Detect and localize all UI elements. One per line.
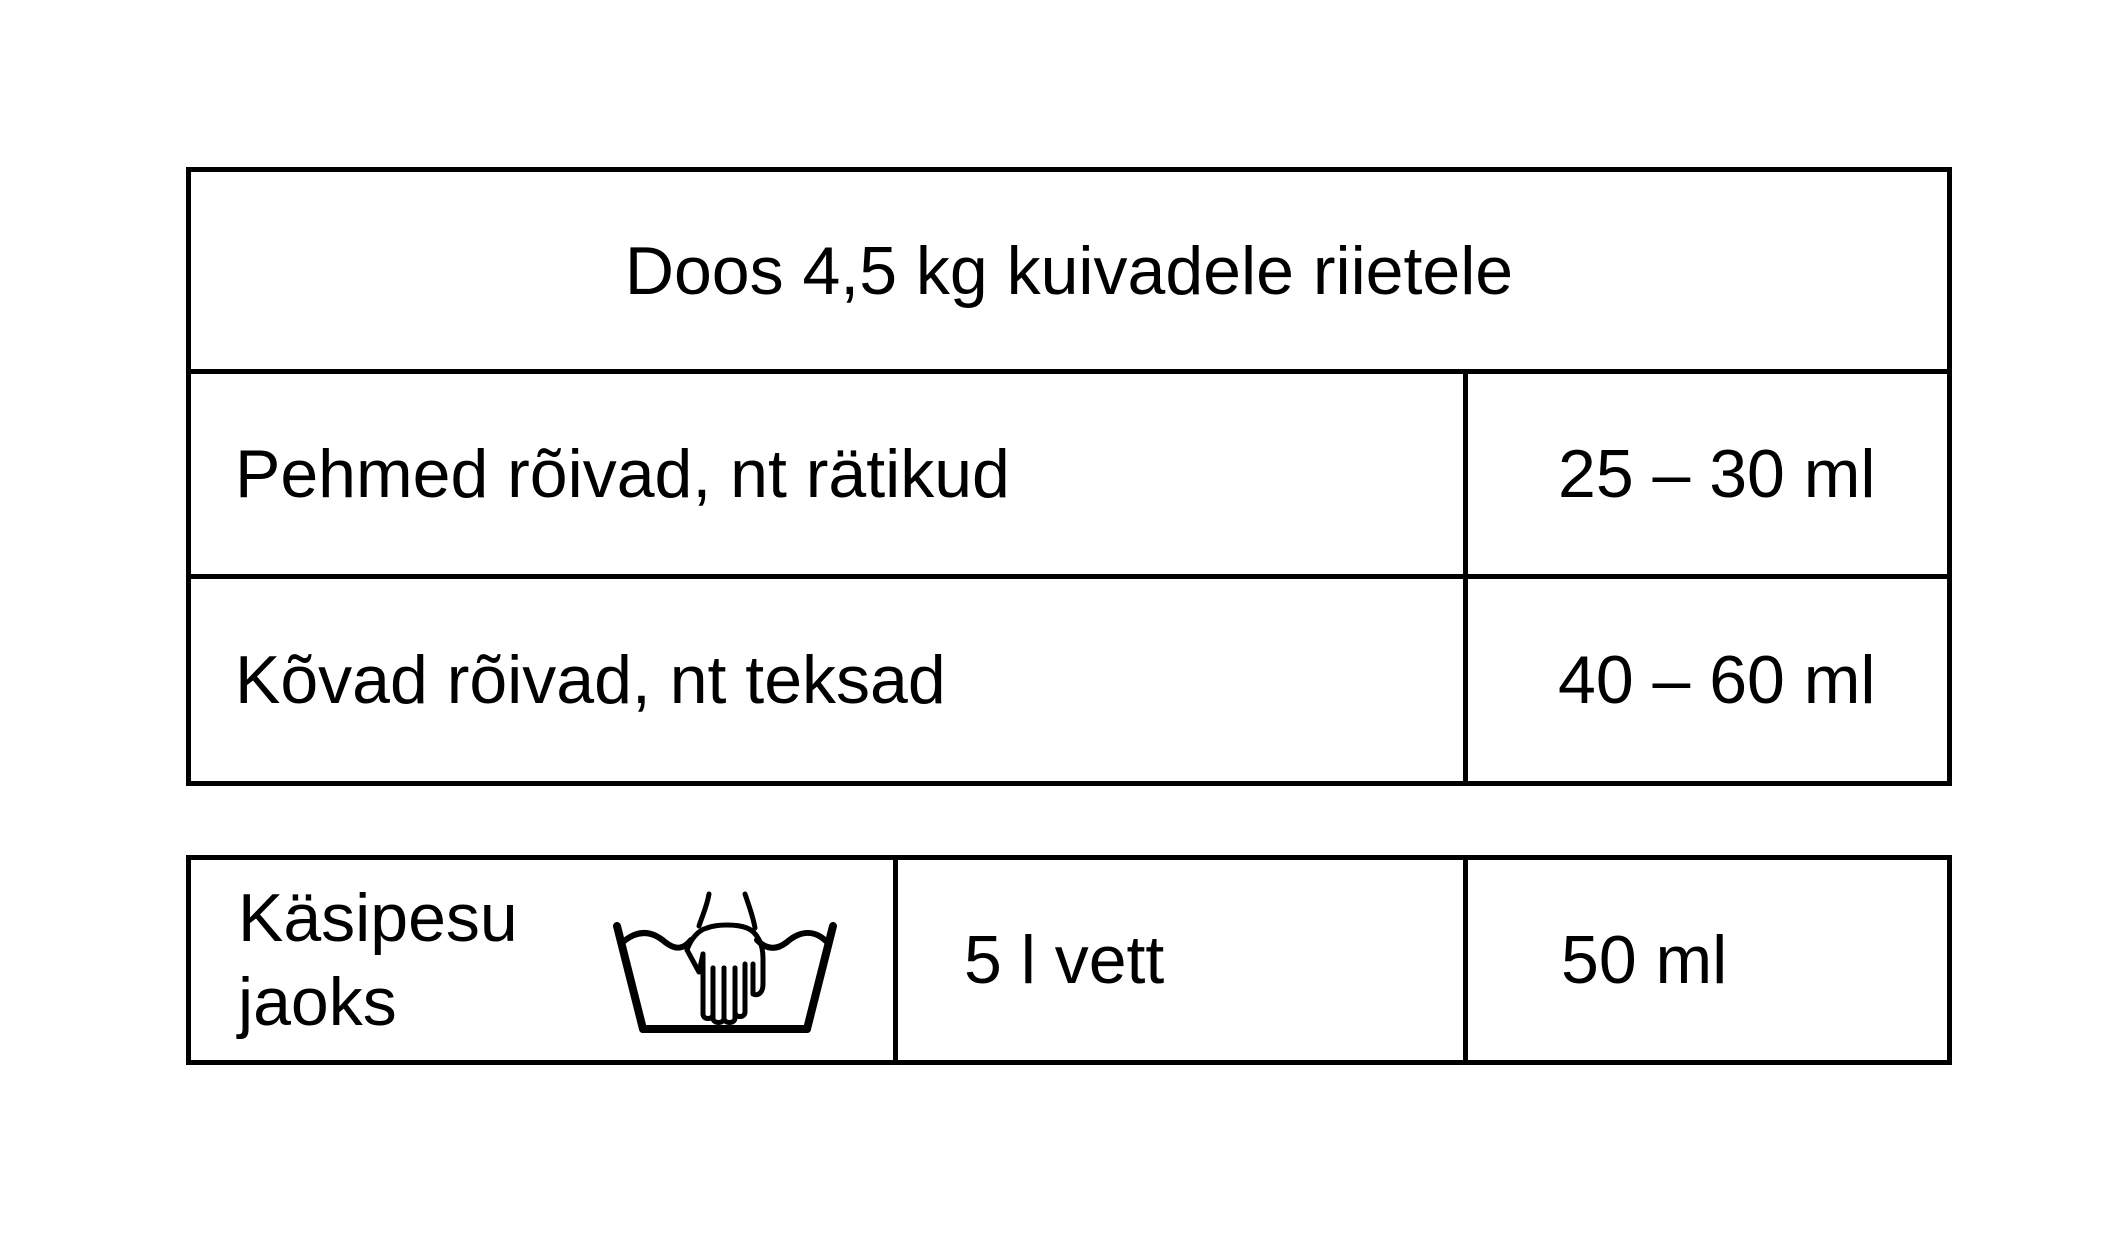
row-hard-label: Kõvad rõivad, nt teksad — [235, 642, 946, 718]
row-hard-amount-cell — [1463, 574, 1952, 786]
handwash-label-line2: jaoks — [238, 964, 397, 1040]
row-hard-amount: 40 – 60 ml — [1558, 642, 1876, 718]
handwash-amount-cell — [1463, 855, 1952, 1065]
dosage-header — [186, 167, 1952, 374]
handwash-water-cell — [893, 855, 1468, 1065]
row-soft-amount-cell — [1463, 369, 1952, 579]
row-soft-amount: 25 – 30 ml — [1558, 436, 1876, 512]
handwash-label — [238, 876, 518, 1044]
handwash-water: 5 l vett — [964, 922, 1165, 998]
hand-wash-icon — [607, 884, 847, 1044]
row-soft-label-cell — [186, 369, 1468, 579]
handwash-label-line1: Käsipesu — [238, 880, 518, 956]
handwash-label-cell — [186, 855, 898, 1065]
dosage-header-text: Doos 4,5 kg kuivadele riietele — [624, 232, 1514, 309]
row-soft-label: Pehmed rõivad, nt rätikud — [235, 436, 1010, 512]
row-hard-label-cell — [186, 574, 1468, 786]
handwash-amount: 50 ml — [1561, 922, 1728, 998]
